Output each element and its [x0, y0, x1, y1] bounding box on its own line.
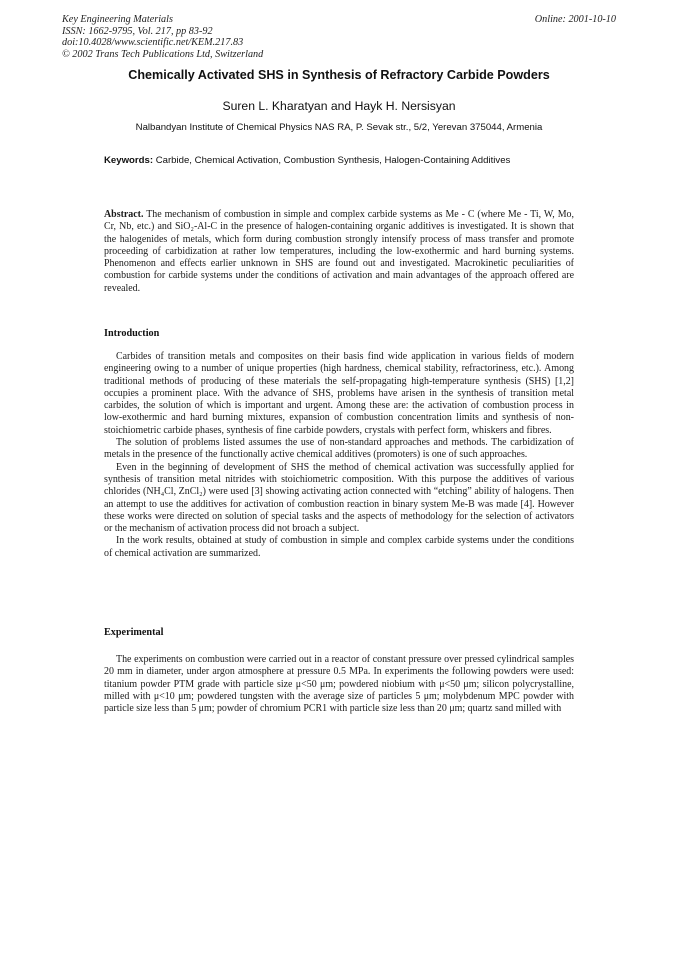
abstract-label: Abstract.: [104, 209, 144, 220]
experimental-body: [104, 654, 574, 715]
issn-line: ISSN: 1662-9795, Vol. 217, pp 83-92: [62, 25, 213, 37]
abstract: [104, 209, 574, 295]
paper-title: Chemically Activated SHS in Synthesis of Refractory Carbide Powders: [128, 68, 550, 82]
affiliation: Nalbandyan Institute of Chemical Physics NAS RA, P. Sevak str., 5/2, Yerevan 375044, Armenia: [135, 122, 543, 133]
copyright-line: © 2002 Trans Tech Publications Ltd, Switzerland: [62, 48, 264, 60]
doi-line: doi:10.4028/www.scientific.net/KEM.217.83: [62, 37, 244, 49]
paper-authors: Suren L. Kharatyan and Hayk H. Nersisyan: [222, 99, 456, 113]
abstract-text: The mechanism of combustion in simple and complex carbide systems as Me - C (where Me - Ti, W, Mo, Cr, Nb, etc.) and SiO₂-Al-C in the presence of halogen-containing organic additives is investigated. It is shown that the halogenides of metals, which form during combustion strongly intensify process of mass transfer and promote proceeding of carbidization at rather low temperatures, including the low-exothermic and hard burning systems. Phenomenon and effects earlier unknown in SHS are found out and investigated. Macrokinetic peculiarities of combustion for carbide systems under the conditions of activation and main advantages of the approach offered are revealed.: [104, 209, 574, 294]
intro-paragraph: The solution of problems listed assumes the use of non-standard approaches and methods. The carbidization of metals in the presence of the functionally active chemical additives (promoters) is one of such approaches.: [104, 437, 574, 461]
keywords-label: Keywords:: [104, 155, 154, 166]
intro-paragraph: Even in the beginning of development of SHS the method of chemical activation was successfully applied for synthesis of transition metal nitrides with stoichiometric composition. With this purpose the additives of various chlorides (NH₄Cl, ZnCl₂) were used [3] showing activating action connected with “etching” ability of halogens. Then an attempt to use the additives for activation of combustion reaction in binary system Me-B was made [4]. However these works were directed on solution of special tasks and the aspects of methodology for the selection of activators or the mechanism of activation process did not broach a subject.: [104, 461, 574, 535]
online-date: Online: 2001-10-10: [534, 14, 616, 25]
experimental-paragraph: The experiments on combustion were carried out in a reactor of constant pressure over pressed cylindrical samples 20 mm in diameter, under argon atmosphere at pressure 0.5 MPa. In experiments the following powders were used: titanium powder PTM grade with particle size μ<50 μm; powdered niobium with μ<50 μm; silicon polycrystalline, milled with μ<10 μm; powdered tungsten with the average size of particles 5 μm; molybdenum MPC powder with particle size less than 5 μm; powder of chromium PCR1 with particle size less than 20 μm; quartz sand milled with: [104, 654, 574, 715]
keywords: [104, 155, 584, 166]
journal-name: Key Engineering Materials: [62, 14, 173, 25]
journal-header: [62, 14, 263, 60]
intro-paragraph: Carbides of transition metals and composites on their basis find wide application in various fields of modern engineering owing to a number of unique properties (high hardness, chemical stability, refractoriness, etc.). Among traditional methods of producing of these materials the self-propagating high-temperature synthesis (SHS) [1,2] occupies a prominent place. With the advance of SHS, problems have arisen in the synthesis of transition metal carbides, the solution of which is important and urgent. Among these are: the activation of combustion process in low-exothermic and hard burning mixtures, expansion of combustion concentration limits and synthesis of non-stoichiometric carbide phases, synthesis of fine carbide powders, crystals with perfect form, whiskers and fibres.: [104, 351, 574, 436]
introduction-body: [104, 351, 574, 560]
section-heading-experimental: Experimental: [104, 627, 164, 638]
section-heading-introduction: Introduction: [104, 328, 160, 339]
intro-paragraph: In the work results, obtained at study of combustion in simple and complex carbide systems under the conditions of chemical activation are summarized.: [104, 535, 574, 559]
keywords-text: Carbide, Chemical Activation, Combustion Synthesis, Halogen-Containing Additives: [153, 155, 511, 166]
